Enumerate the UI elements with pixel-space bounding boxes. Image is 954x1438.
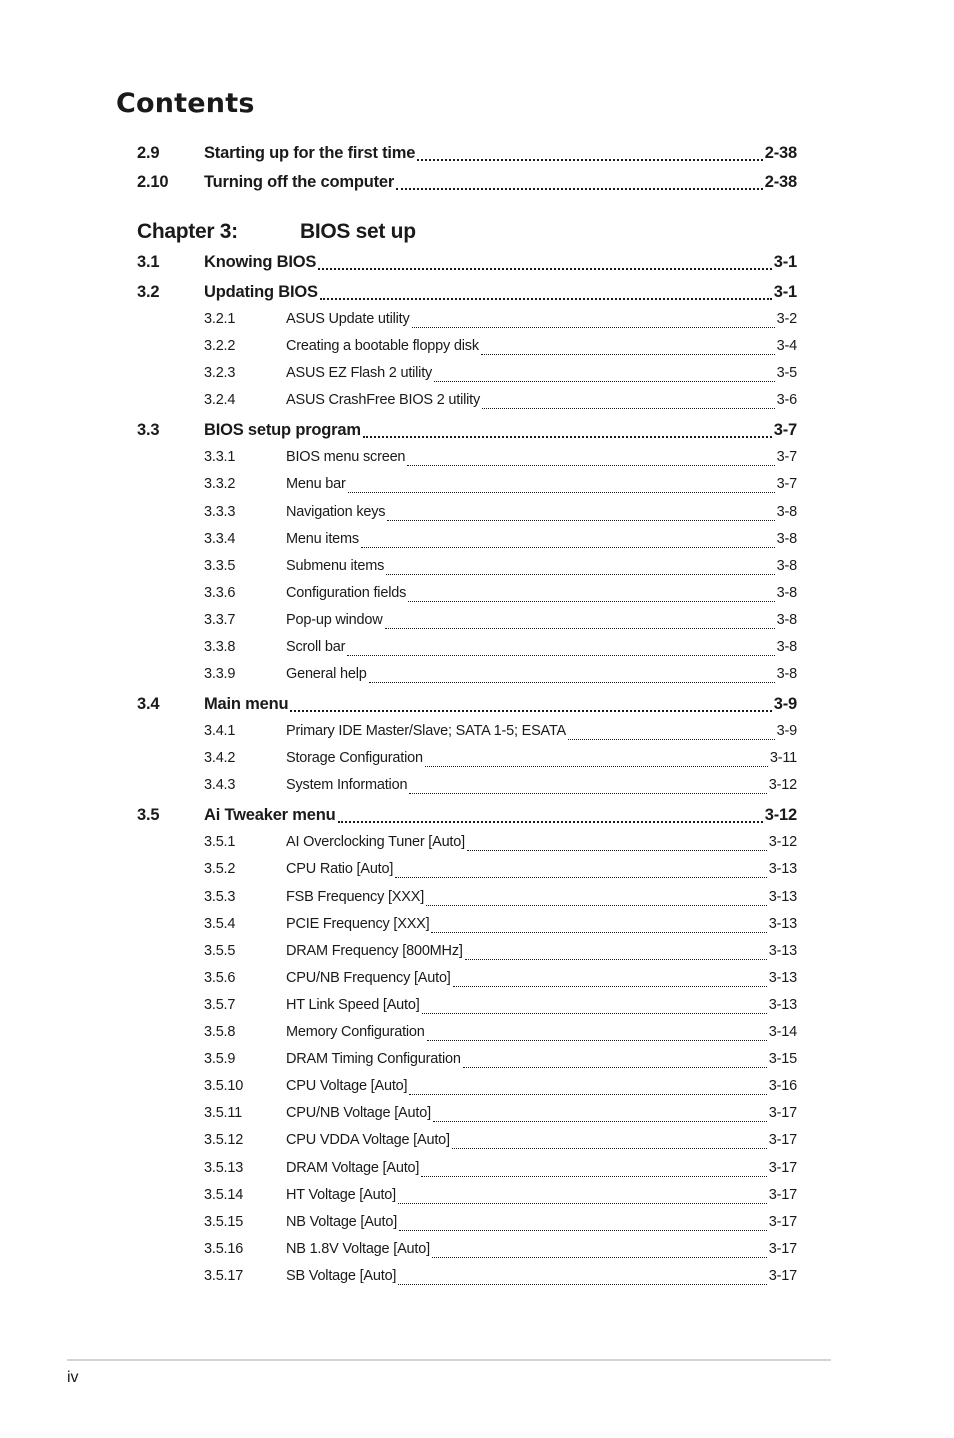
toc-dot-leader [427,1039,767,1041]
toc-entry-number: 3.5.15 [204,1213,244,1230]
toc-dot-leader [395,876,767,878]
toc-entry-page: 3-8 [776,666,797,683]
toc-entry-number: 3.4.2 [204,750,236,767]
toc-dot-leader [409,1093,766,1095]
toc-entry-number: 3.3.1 [204,449,236,466]
toc-entry-page: 3-12 [768,834,797,851]
toc-section-entry[interactable] [137,173,797,195]
toc-entry-page: 3-13 [768,915,797,932]
toc-subsection-entry[interactable] [137,1214,797,1236]
toc-dot-leader [396,187,763,190]
toc-entry-page: 3-6 [776,392,797,409]
toc-subsection-entry[interactable] [137,1105,797,1127]
toc-dot-leader [363,435,772,438]
toc-entry-page: 3-7 [773,421,797,440]
toc-entry-number: 3.3.8 [204,639,236,655]
toc-entry-label: NB 1.8V Voltage [Auto] [286,1240,430,1257]
toc-entry-number: 3.2.4 [204,392,236,409]
toc-entry-number: 3.5.6 [204,969,236,986]
toc-subsection-entry[interactable] [137,970,797,992]
toc-dot-leader [433,1120,767,1122]
toc-entry-label: General help [286,666,367,683]
toc-entry-number: 3.3.9 [204,666,236,683]
toc-entry-label: CPU/NB Voltage [Auto] [286,1105,431,1122]
chapter-label: Chapter 3: [137,220,238,243]
toc-entry-number: 3.5.16 [204,1240,244,1257]
toc-entry-number: 2.10 [137,173,169,191]
toc-entry-number: 3.2 [137,283,160,301]
toc-subsection-entry[interactable] [137,311,797,333]
toc-entry-number: 3.5.2 [204,861,236,878]
toc-entry-label: PCIE Frequency [XXX] [286,915,430,932]
toc-dot-leader [426,904,767,906]
toc-entry-number: 3.2.3 [204,365,236,382]
toc-dot-leader [409,792,766,794]
toc-subsection-entry[interactable] [137,916,797,938]
toc-entry-number: 3.5.7 [204,996,236,1013]
toc-section-entry[interactable] [137,695,797,717]
toc-entry-number: 3.5.5 [204,942,236,959]
toc-dot-leader [453,985,767,987]
toc-entry-number: 3.2.1 [204,311,236,327]
toc-entry-page: 3-12 [768,777,797,794]
toc-dot-leader [290,709,771,712]
toc-subsection-entry[interactable] [137,1132,797,1154]
toc-section-entry[interactable] [137,253,797,275]
toc-dot-leader [467,849,767,851]
toc-dot-leader [481,353,775,355]
toc-entry-label: Memory Configuration [286,1024,425,1040]
toc-entry-page: 3-17 [768,1186,797,1203]
toc-entry-page: 3-17 [768,1132,797,1149]
toc-dot-leader [431,931,766,933]
toc-entry-number: 3.5.4 [204,915,236,932]
toc-subsection-entry[interactable] [137,997,797,1019]
toc-entry-number: 3.4.3 [204,777,236,794]
toc-entry-number: 2.9 [137,144,160,162]
toc-dot-leader [432,1256,767,1258]
toc-entry-label: FSB Frequency [XXX] [286,888,425,905]
toc-entry-page: 3-7 [776,476,797,493]
toc-entry-label: CPU VDDA Voltage [Auto] [286,1132,450,1149]
toc-entry-page: 3-17 [768,1240,797,1257]
toc-dot-leader [398,1283,767,1285]
toc-entry-page: 3-17 [768,1159,797,1176]
toc-entry-number: 3.3.7 [204,611,236,628]
toc-entry-label: Turning off the computer [204,173,395,191]
toc-entry-number: 3.4 [137,695,160,714]
toc-subsection-entry[interactable] [137,861,797,883]
toc-dot-leader [452,1147,767,1149]
toc-entry-label: CPU Voltage [Auto] [286,1078,408,1095]
toc-entry-number: 3.4.1 [204,723,236,740]
toc-subsection-entry[interactable] [137,1187,797,1209]
toc-entry-page: 3-12 [764,806,797,825]
toc-entry-label: Scroll bar [286,639,346,655]
footer-divider [67,1359,831,1361]
toc-section-entry[interactable] [137,806,797,828]
toc-entry-label: DRAM Timing Configuration [286,1051,461,1068]
toc-subsection-entry[interactable] [137,943,797,965]
toc-entry-number: 3.5.17 [204,1267,244,1284]
toc-dot-leader [318,267,772,270]
toc-entry-label: AI Overclocking Tuner [Auto] [286,834,465,851]
toc-subsection-entry[interactable] [137,1268,797,1290]
toc-entry-page: 3-1 [773,283,797,301]
toc-entry-page: 3-11 [769,750,797,767]
toc-subsection-entry[interactable] [137,723,797,745]
toc-entry-page: 3-17 [768,1267,797,1284]
toc-dot-leader [568,738,775,740]
toc-dot-leader [369,681,775,683]
toc-dot-leader [417,158,763,161]
toc-section-entry[interactable] [137,421,797,443]
toc-entry-label: System Information [286,777,408,794]
toc-entry-number: 3.5.13 [204,1159,244,1176]
toc-subsection-entry[interactable] [137,392,797,414]
toc-subsection-entry[interactable] [137,1024,797,1046]
toc-subsection-entry[interactable] [137,504,797,526]
toc-entry-page: 3-9 [776,723,797,740]
toc-subsection-entry[interactable] [137,834,797,856]
toc-entry-label: CPU Ratio [Auto] [286,861,394,878]
toc-entry-page: 3-5 [776,365,797,382]
toc-entry-label: Main menu [204,695,289,714]
toc-entry-number: 3.5.3 [204,888,236,905]
toc-entry-label: Submenu items [286,557,385,574]
toc-entry-page: 3-2 [776,311,797,327]
footer-page-number: iv [67,1369,79,1386]
toc-dot-leader [465,958,767,960]
toc-entry-page: 3-8 [776,557,797,574]
toc-entry-label: Menu bar [286,476,346,493]
toc-entry-number: 3.3.6 [204,584,236,601]
toc-subsection-entry[interactable] [137,476,797,498]
toc-subsection-entry[interactable] [137,639,797,661]
toc-section-entry[interactable] [137,283,797,305]
toc-dot-leader [385,627,775,629]
toc-entry-page: 3-17 [768,1105,797,1122]
toc-entry-label: ASUS EZ Flash 2 utility [286,365,433,382]
toc-subsection-entry[interactable] [137,750,797,772]
toc-dot-leader [422,1012,767,1014]
toc-entry-label: BIOS menu screen [286,449,406,466]
toc-section-entry[interactable] [137,144,797,166]
toc-subsection-entry[interactable] [137,365,797,387]
toc-entry-page: 3-8 [776,530,797,547]
toc-entry-page: 3-8 [776,584,797,601]
toc-entry-page: 3-13 [768,942,797,959]
toc-dot-leader [412,326,775,328]
toc-subsection-entry[interactable] [137,1078,797,1100]
toc-entry-number: 3.2.2 [204,338,236,355]
toc-entry-label: HT Voltage [Auto] [286,1186,396,1203]
toc-subsection-entry[interactable] [137,666,797,688]
toc-subsection-entry[interactable] [137,889,797,911]
toc-dot-leader [386,573,774,575]
toc-dot-leader [387,519,774,521]
toc-dot-leader [361,546,775,548]
toc-entry-label: ASUS CrashFree BIOS 2 utility [286,392,481,409]
toc-dot-leader [434,380,775,382]
toc-entry-number: 3.3.5 [204,557,236,574]
toc-dot-leader [425,765,768,767]
chapter-title: BIOS set up [300,220,416,243]
toc-entry-page: 3-4 [776,338,797,355]
toc-entry-number: 3.5.1 [204,834,236,851]
toc-entry-page: 3-8 [776,611,797,628]
toc-entry-label: DRAM Voltage [Auto] [286,1159,420,1176]
toc-dot-leader [482,407,775,409]
toc-dot-leader [348,491,775,493]
toc-entry-page: 3-17 [768,1213,797,1230]
toc-entry-number: 3.3.3 [204,503,236,520]
toc-entry-page: 3-7 [776,449,797,466]
toc-entry-number: 3.1 [137,253,160,271]
toc-entry-label: Storage Configuration [286,750,423,767]
toc-entry-label: Navigation keys [286,503,386,520]
toc-entry-label: DRAM Frequency [800MHz] [286,942,463,959]
toc-entry-page: 2-38 [764,173,797,191]
toc-subsection-entry[interactable] [137,1241,797,1263]
toc-entry-label: HT Link Speed [Auto] [286,996,420,1013]
toc-entry-label: Updating BIOS [204,283,318,301]
toc-dot-leader [320,297,772,300]
toc-entry-number: 3.5.8 [204,1024,236,1040]
toc-entry-number: 3.5 [137,806,160,825]
toc-entry-label: Starting up for the first time [204,144,416,162]
toc-entry-number: 3.3.2 [204,476,236,493]
toc-entry-page: 3-8 [776,503,797,520]
toc-entry-number: 3.3 [137,421,160,440]
toc-entry-page: 3-13 [768,996,797,1013]
toc-entry-page: 3-1 [773,253,797,271]
toc-subsection-entry[interactable] [137,449,797,471]
toc-entry-page: 3-13 [768,888,797,905]
toc-entry-label: Primary IDE Master/Slave; SATA 1-5; ESATA [286,723,566,740]
page-title: Contents [116,88,255,119]
toc-entry-page: 3-13 [768,969,797,986]
toc-subsection-entry[interactable] [137,777,797,799]
toc-subsection-entry[interactable] [137,338,797,360]
toc-entry-label: Creating a bootable floppy disk [286,338,479,355]
toc-entry-page: 3-16 [768,1078,797,1095]
toc-entry-page: 2-38 [764,144,797,162]
toc-subsection-entry[interactable] [137,531,797,553]
toc-entry-page: 3-15 [768,1051,797,1068]
toc-subsection-entry[interactable] [137,1160,797,1182]
toc-entry-label: Menu items [286,530,359,547]
toc-entry-label: SB Voltage [Auto] [286,1267,397,1284]
toc-entry-label: BIOS setup program [204,421,361,440]
toc-dot-leader [407,464,774,466]
toc-subsection-entry[interactable] [137,1051,797,1073]
toc-dot-leader [408,600,775,602]
toc-dot-leader [338,820,763,823]
toc-entry-label: CPU/NB Frequency [Auto] [286,969,451,986]
toc-entry-number: 3.5.12 [204,1132,244,1149]
toc-entry-number: 3.5.14 [204,1186,244,1203]
toc-entry-page: 3-14 [768,1024,797,1040]
toc-entry-number: 3.3.4 [204,530,236,547]
toc-subsection-entry[interactable] [137,585,797,607]
toc-dot-leader [347,654,774,656]
toc-dot-leader [463,1066,767,1068]
toc-entry-page: 3-13 [768,861,797,878]
toc-entry-label: Pop-up window [286,611,383,628]
chapter-heading [137,220,416,244]
toc-entry-page: 3-8 [776,639,797,655]
toc-entry-number: 3.5.9 [204,1051,236,1068]
toc-subsection-entry[interactable] [137,558,797,580]
toc-entry-label: NB Voltage [Auto] [286,1213,398,1230]
toc-entry-label: ASUS Update utility [286,311,410,327]
toc-entry-number: 3.5.11 [204,1105,243,1122]
toc-entry-label: Ai Tweaker menu [204,806,336,825]
toc-dot-leader [399,1229,767,1231]
toc-entry-label: Knowing BIOS [204,253,317,271]
toc-entry-number: 3.5.10 [204,1078,244,1095]
toc-entry-label: Configuration fields [286,584,407,601]
toc-entry-page: 3-9 [773,695,797,714]
toc-dot-leader [398,1202,767,1204]
toc-subsection-entry[interactable] [137,612,797,634]
toc-dot-leader [421,1175,767,1177]
